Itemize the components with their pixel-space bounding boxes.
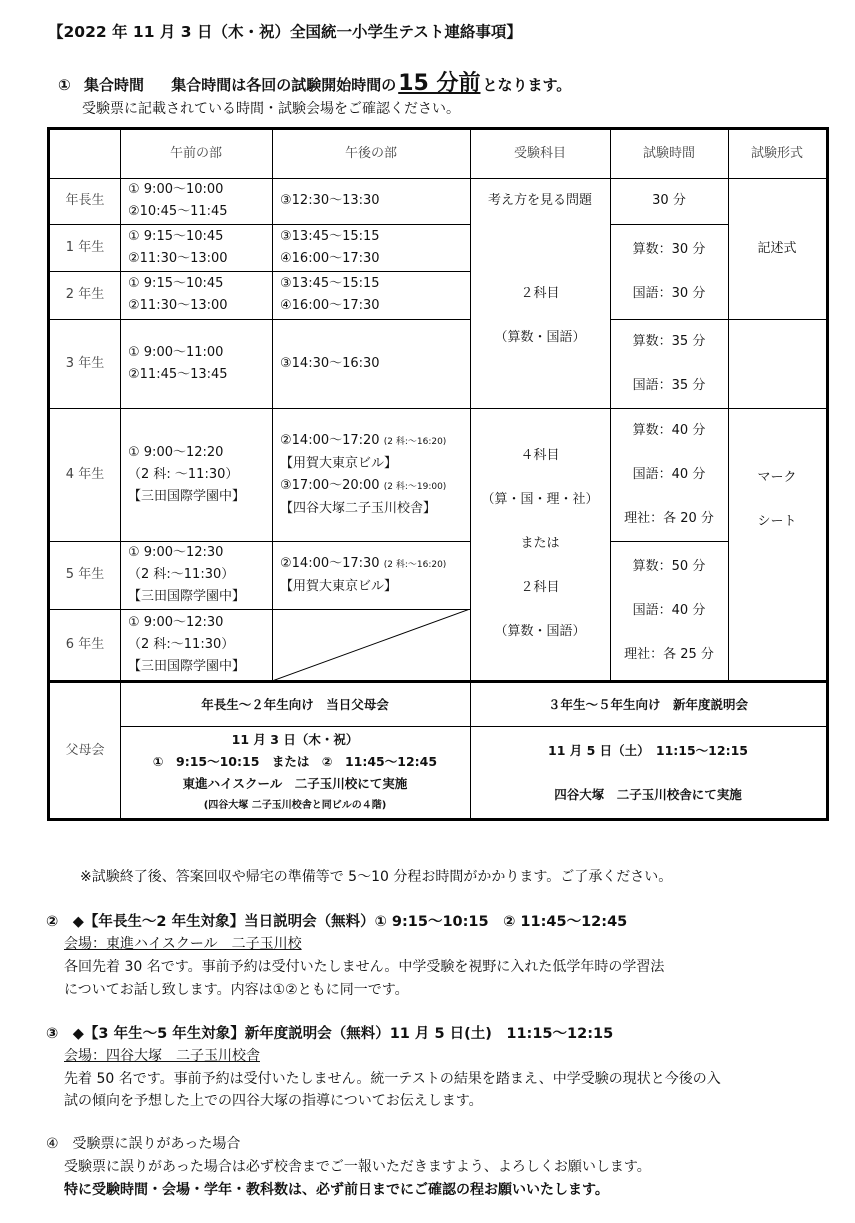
header-subjects: 受験科目 [513,146,566,161]
format-written: 記述式 [757,240,797,256]
am-grade-4: ① 9:00～12:20 （2 科: ～11:30） 【三田国際学園中】 [128,444,246,504]
time-kinder: 30 分 [652,193,686,208]
section-3-venue: 会場：四谷大塚 二子玉川校舎 [64,1048,260,1064]
parents-right-body: 11 月 5 日（土） 11:15～12:15 四谷大塚 二子玉川校舎にて実施 [548,742,748,802]
am-grade-2: ① 9:15～10:45 ②11:30～13:00 [128,276,228,313]
am-grade-1: ① 9:15～10:45 ②11:30～13:00 [128,228,228,266]
time-grade-5-6: 算数：50 分 国語：40 分 理社：各 25 分 [624,558,714,662]
gather-time-line [58,66,571,97]
header-exam-time: 試験時間 [642,146,695,161]
grade-5: 5 年生 [65,567,105,582]
pm-kinder: ③12:30～13:30 [280,193,380,208]
section-2-line-1: 各回先着 30 名です。事前予約は受付いたしません。中学受験を視野に入れた低学年時の学習法 [64,959,665,975]
section-4-head: ④ 受験票に誤りがあった場合 [46,1136,241,1152]
parents-right-head: ３年生～５年生向け 新年度説明会 [547,696,748,712]
am-grade-3: ① 9:00～11:00 ②11:45～13:45 [128,344,228,382]
gather-minutes: 15 分前 [398,71,481,96]
pm-grade-4: ②14:00～17:20 (2 科:～16:20) 【用賀大東京ビル】 ③17:00～20:00 (2 科:～19:00) 【四谷大塚二子玉川校舎】 [280,432,447,516]
grade-1: 1 年生 [65,239,105,255]
section-2-venue: 会場：東進ハイスクール 二子玉川校 [64,936,302,952]
pm-grade-5: ②14:00～17:30 (2 科:～16:20) 【用賀大東京ビル】 [280,555,447,594]
subject-kinder: 考え方を見る問題 [487,193,592,208]
time-grade-1-2: 算数：30 分 国語：30 分 [632,241,706,301]
empty-cell-diagonal [272,609,470,681]
subject-grade-1-3: ２科目 （算数・国語） [494,286,586,345]
section-3-head: ③ ◆【3 年生～5 年生対象】新年度説明会（無料）11 月 5 日(土) 11:15～12:15 [46,1026,614,1042]
grade-3: 3 年生 [65,355,105,371]
grade-4: 4 年生 [65,466,105,482]
grade-kinder: 年長生 [65,193,105,208]
subject-grade-4-6: ４科目 （算・国・理・社） または ２科目 （算数・国語） [481,448,599,639]
section-4-line-2: 特に受験時間・会場・学年・教科数は、必ず前日までにご確認の程お願いいたします。 [64,1182,609,1198]
pm-grade-2: ③13:45～15:15 ④16:00～17:30 [280,276,380,313]
format-mark-sheet: マーク シート [757,469,797,529]
gather-text-end: となります。 [482,76,572,94]
pm-grade-1: ③13:45～15:15 ④16:00～17:30 [280,228,380,266]
section-3-line-2: 試の傾向を予想した上での四谷大塚の指導についてお伝えします。 [64,1093,483,1109]
grade-2: 2 年生 [65,287,105,302]
am-kinder: ① 9:00～10:00 ②10:45～11:45 [128,182,228,219]
am-grade-6: ① 9:00～12:30 （2 科:～11:30） 【三田国際学園中】 [128,614,246,674]
am-grade-5: ① 9:00～12:30 （2 科:～11:30） 【三田国際学園中】 [128,545,246,604]
section-4-line-1: 受験票に誤りがあった場合は必ず校舎までご一報いただきますよう、よろしくお願いします。 [64,1159,651,1175]
parents-left-body: 11 月 3 日（木・祝） ① 9:15～10:15 または ② 11:45～12:45 東進ハイスクール 二子玉川校にて実施 (四谷大塚 二子玉川校舎と同ビルの４階) [152,731,438,811]
parents-label: 父母会 [65,742,105,758]
gather-text: 集合時間は各回の試験開始時間の [171,76,397,94]
page-title: 【2022 年 11 月 3 日（木・祝）全国統一小学生テスト連絡事項】 [48,23,522,41]
gather-label: 集合時間 [83,76,144,94]
section-2-head: ② ◆【年長生～2 年生対象】当日説明会（無料）① 9:15～10:15 ② 11:45～12:45 [46,914,628,930]
section-2-line-2: についてお話し致します。内容は①②ともに同一です。 [64,982,409,998]
confirm-note: 受験票に記載されている時間・試験会場をご確認ください。 [82,101,460,117]
section-3-line-1: 先着 50 名です。事前予約は受付いたしません。統一テストの結果を踏まえ、中学受験の現状と今後の入 [64,1071,721,1087]
grade-6: 6 年生 [65,636,105,652]
exam-end-note: ※試験終了後、答案回収や帰宅の準備等で 5～10 分程お時間がかかります。ご了承ください。 [80,869,673,885]
time-grade-3: 算数：35 分 国語：35 分 [632,333,706,393]
item-number: ① [58,76,71,94]
schedule-table [47,127,829,821]
time-grade-4: 算数：40 分 国語：40 分 理社：各 20 分 [624,422,714,526]
header-format: 試験形式 [750,146,803,161]
header-am: 午前の部 [169,146,222,161]
pm-grade-3: ③14:30～16:30 [280,355,380,371]
parents-left-head: 年長生～２年生向け 当日父母会 [201,696,389,712]
header-pm: 午後の部 [344,146,397,161]
